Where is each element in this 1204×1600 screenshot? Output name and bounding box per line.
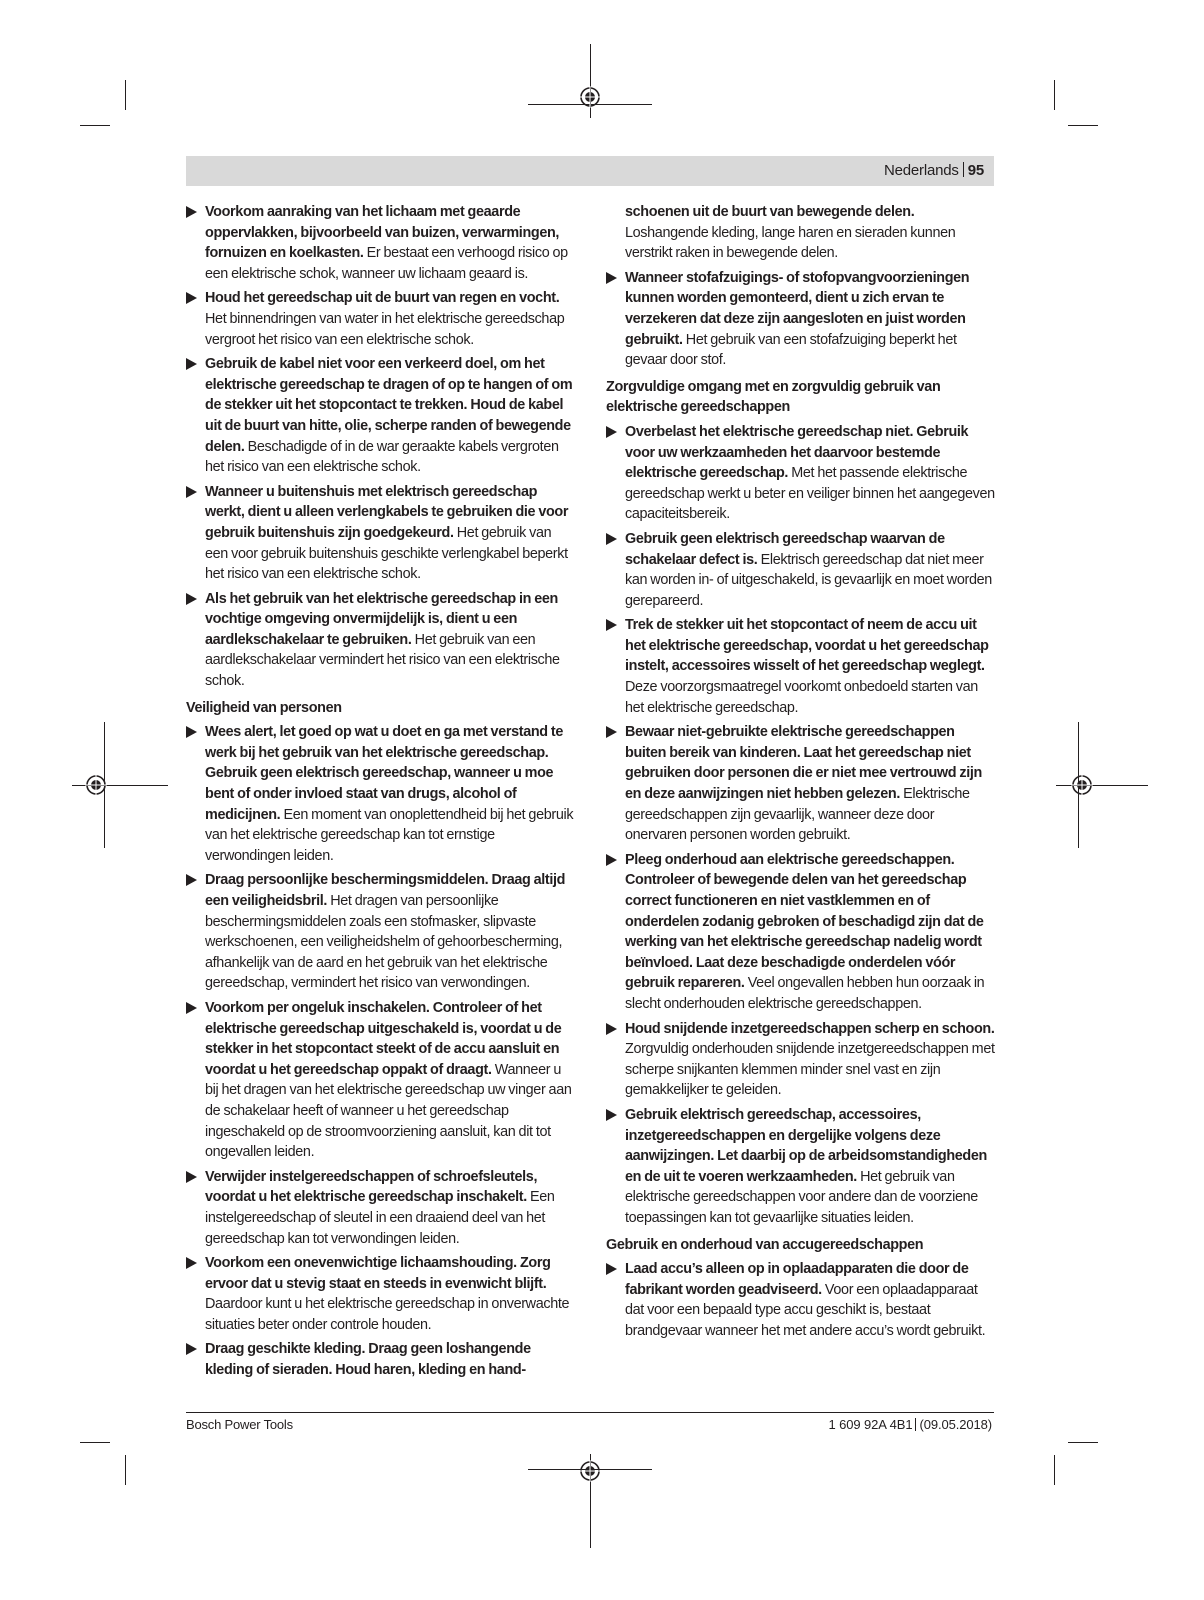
- safety-list-battery: [606, 1259, 996, 1341]
- bullet-triangle-icon: [606, 272, 617, 284]
- item-normal-text: Daardoor kunt u het elektrische gereedschap in onverwachte situaties beter onder controle houden.: [205, 1296, 570, 1333]
- bullet-triangle-icon: [186, 1171, 197, 1183]
- list-item: [606, 268, 996, 371]
- item-normal-text: Deze voorzorgsmaatregel voorkomt onbedoeld starten van het elektrische gereedschap.: [625, 679, 978, 716]
- section-heading-battery: Gebruik en onderhoud van accugereedschappen: [606, 1236, 924, 1253]
- safety-list-tool-care: [606, 422, 996, 1229]
- bullet-triangle-icon: [606, 854, 617, 866]
- header-language: Nederlands: [883, 162, 959, 179]
- footer-rule: [186, 1412, 994, 1413]
- item-bold-text: Gebruik geen elektrisch gereedschap waarvan de schakelaar defect is.: [625, 530, 945, 568]
- list-item: [186, 202, 576, 284]
- list-item: [186, 1339, 576, 1380]
- list-item: [186, 722, 576, 866]
- item-normal-text: Het gebruik van een aardlekschakelaar vermindert het risico van een elektrische schok.: [205, 631, 560, 690]
- item-normal-text: Beschadigde of in de war geraakte kabels vergroten het risico van een elektrische schok.: [205, 438, 559, 476]
- bullet-triangle-icon: [186, 593, 197, 605]
- crop-mark: [80, 1442, 110, 1443]
- footer-brand: Bosch Power Tools: [186, 1417, 293, 1432]
- bullet-triangle-icon: [186, 1002, 197, 1014]
- item-normal-text: Een instelgereedschap of sleutel in een draaiend deel van het gereedschap kan tot verwondingen leiden.: [205, 1189, 555, 1247]
- item-bold-text: Als het gebruik van het elektrische gereedschap in een vochtige omgeving onvermijdelijk is, dient u een aardlekschakelaar te gebruiken.: [205, 590, 558, 648]
- list-item: [606, 1259, 996, 1341]
- item-bold-text: Houd het gereedschap uit de buurt van regen en vocht.: [205, 290, 560, 307]
- section-heading-tool-care: Zorgvuldige omgang met en zorgvuldig gebruik van elektrische gereedschappen: [606, 378, 941, 416]
- left-column: [186, 202, 576, 1385]
- item-bold-text: Wees alert, let goed op wat u doet en ga met verstand te werk bij het gebruik van het elektrische gereedschap. Gebruik geen elektrisch gereedschap, wanneer u moe bent of onder invloed staat van drugs, alcohol of medicijnen.: [205, 724, 563, 823]
- item-normal-text: Het dragen van persoonlijke beschermingsmiddelen zoals een stofmasker, slipvaste werkschoenen, een veiligheidshelm of gehoorbescherming, afhankelijk van de aard en het gebruik van het elektrische gereedschap, vermindert het risico van verwondingen.: [205, 893, 563, 992]
- registration-target-icon: [1071, 774, 1093, 796]
- list-item: [186, 288, 576, 350]
- registration-target-icon: [85, 774, 107, 796]
- item-normal-text: Het gebruik van een stofafzuiging beperkt het gevaar door stof.: [625, 331, 957, 369]
- item-bold-text: Laad accu’s alleen op in oplaadapparaten die door de fabrikant worden geadviseerd.: [625, 1261, 969, 1298]
- page-header: [186, 156, 994, 186]
- list-item: [186, 589, 576, 692]
- bullet-triangle-icon: [606, 1263, 617, 1275]
- footer-date: (09.05.2018): [919, 1417, 992, 1432]
- crop-mark: [125, 80, 126, 110]
- item-normal-text: Het binnendringen van water in het elektrische gereedschap vergroot het risico van een elektrische schok.: [205, 310, 565, 348]
- registration-target-icon: [579, 1460, 601, 1482]
- section-heading-personal-safety: Veiligheid van personen: [186, 699, 342, 716]
- item-bold-text: Draag geschikte kleding. Draag geen loshangende kleding of sieraden. Houd haren, kleding en hand-: [205, 1341, 531, 1379]
- bullet-triangle-icon: [186, 874, 197, 886]
- list-item: [606, 1019, 996, 1101]
- bullet-triangle-icon: [186, 292, 197, 304]
- bullet-triangle-icon: [186, 726, 197, 738]
- bullet-triangle-icon: [606, 1109, 617, 1121]
- crop-mark: [1068, 1442, 1098, 1443]
- bullet-triangle-icon: [606, 619, 617, 631]
- item-bold-text: Draag persoonlijke beschermingsmiddelen. Draag altijd een veiligheidsbril.: [205, 872, 566, 909]
- registration-line: [1056, 785, 1148, 786]
- list-item: [186, 1167, 576, 1249]
- list-item: [606, 615, 996, 718]
- bullet-triangle-icon: [186, 206, 197, 218]
- item-bold-text: Overbelast het elektrische gereedschap niet. Gebruik voor uw werkzaamheden het daarvoor bestemde elektrische gereedschap.: [625, 423, 969, 482]
- bullet-triangle-icon: [606, 426, 617, 438]
- header-separator: [963, 162, 964, 177]
- list-item: [606, 722, 996, 846]
- bullet-triangle-icon: [606, 726, 617, 738]
- header-text: [884, 162, 984, 179]
- item-normal-text: Het gebruik van een voor gebruik buitenshuis geschikte verlengkabel beperkt het risico van een elektrische schok.: [205, 524, 568, 583]
- crop-mark: [1054, 1455, 1055, 1485]
- item-bold-text: Verwijder instelgereedschappen of schroefsleutels, voordat u het elektrische gereedschap inschakelt.: [205, 1168, 538, 1206]
- footer-separator: [915, 1418, 916, 1431]
- safety-list-dust: [606, 268, 996, 371]
- bullet-triangle-icon: [186, 358, 197, 370]
- bullet-triangle-icon: [606, 533, 617, 545]
- item-normal-text: Elektrisch gereedschap dat niet meer kan worden in- of uitgeschakeld, is gevaarlijk en moet worden gerepareerd.: [625, 551, 992, 609]
- list-item: [606, 1105, 996, 1229]
- list-item: [186, 482, 576, 585]
- item-bold-text: Voorkom een onevenwichtige lichaamshouding. Zorg ervoor dat u stevig staat en steeds in evenwicht blijft.: [205, 1255, 551, 1292]
- bullet-triangle-icon: [186, 1257, 197, 1269]
- item-normal-text: Met het passende elektrische gereedschap werkt u beter en veiliger binnen het aangegeven capaciteitsbereik.: [625, 465, 995, 523]
- page-number: 95: [967, 162, 984, 179]
- safety-list-personal: [186, 722, 576, 1380]
- item-bold-text: Houd snijdende inzetgereedschappen scherp en schoon.: [625, 1020, 995, 1037]
- safety-list-electrical: [186, 202, 576, 692]
- item-bold-text: Voorkom aanraking van het lichaam met geaarde oppervlakken, bijvoorbeeld van buizen, verwarmingen, fornuizen en koelkasten.: [205, 204, 560, 262]
- item-bold-text: Wanneer u buitenshuis met elektrisch gereedschap werkt, dient u alleen verlengkabels te gebruiken die voor gebruik buitenshuis zijn goedgekeurd.: [205, 483, 569, 541]
- footer-doc-info: [828, 1417, 992, 1432]
- list-item: [186, 998, 576, 1163]
- list-item: [606, 529, 996, 611]
- item-normal-text: Loshangende kleding, lange haren en sieraden kunnen verstrikt raken in bewegende delen.: [625, 224, 956, 262]
- item-normal-text: Het gebruik van elektrische gereedschappen voor andere dan de voorziene toepassingen kan tot gevaarlijke situaties leiden.: [625, 1168, 978, 1226]
- item-normal-text: Een moment van onoplettendheid bij het gebruik van het elektrische gereedschap kan tot ernstige verwondingen leiden.: [205, 806, 574, 864]
- item-bold-text: Bewaar niet-gebruikte elektrische gereedschappen buiten bereik van kinderen. Laat het gereedschap niet gebruiken door personen die er niet mee vertrouwd zijn en deze aanwijzingen niet hebben gelezen.: [625, 724, 982, 803]
- list-item: [186, 870, 576, 994]
- item-normal-text: Elektrische gereedschappen zijn gevaarlijk, wanneer deze door onervaren personen worden gebruikt.: [625, 786, 970, 844]
- bullet-triangle-icon: [186, 486, 197, 498]
- item-bold-text: Wanneer stofafzuigings- of stofopvangvoorzieningen kunnen worden gemonteerd, dient u zich ervan te verzekeren dat deze zijn aangesloten en juist worden gebruikt.: [625, 269, 970, 348]
- list-item: [606, 850, 996, 1015]
- footer-doc-number: 1 609 92A 4B1: [828, 1417, 913, 1432]
- crop-mark: [125, 1455, 126, 1485]
- item-bold-text: Trek de stekker uit het stopcontact of neem de accu uit het elektrische gereedschap, voordat u het gereedschap instelt, accessoires wisselt of het gereedschap weglegt.: [625, 617, 989, 675]
- item-normal-text: Veel ongevallen hebben hun oorzaak in slecht onderhouden elektrische gereedschappen.: [625, 975, 985, 1012]
- item-normal-text: Wanneer u bij het dragen van het elektrische gereedschap uw vinger aan de schakelaar heeft of wanneer u het gereedschap ingeschakeld op de stroomvoorziening aansluit, kan dit tot ongevallen leiden.: [205, 1061, 572, 1161]
- item-normal-text: Er bestaat een verhoogd risico op een elektrische schok, wanneer uw lichaam geaard is.: [205, 245, 568, 282]
- item-bold-text: Pleeg onderhoud aan elektrische gereedschappen. Controleer of bewegende delen van het gereedschap correct functioneren en niet vastklemmen en of onderdelen zodanig gebroken of beschadigd zijn dat de werking van het elektrische gereedschap nadelig wordt beïnvloed. Laat deze beschadigde onderdelen vóór gebruik repareren.: [625, 851, 984, 992]
- item-bold-text: Voorkom per ongeluk inschakelen. Controleer of het elektrische gereedschap uitgeschakeld is, voordat u de stekker in het stopcontact steekt of de accu aansluit en voordat u het gereedschap oppakt of draagt.: [205, 999, 562, 1078]
- item-bold-text: schoenen uit de buurt van bewegende delen.: [625, 204, 915, 220]
- list-item-continuation: [606, 202, 996, 264]
- list-item: [606, 422, 996, 525]
- item-normal-text: Zorgvuldig onderhouden snijdende inzetgereedschappen met scherpe snijkanten klemmen minder snel vast en zijn gemakkelijker te geleiden.: [625, 1041, 995, 1099]
- crop-mark: [1068, 125, 1098, 126]
- item-normal-text: Voor een oplaadapparaat dat voor een bepaald type accu geschikt is, bestaat brandgevaar wanneer het met andere accu’s wordt gebruikt.: [625, 1281, 986, 1339]
- item-bold-text: Gebruik elektrisch gereedschap, accessoires, inzetgereedschappen en dergelijke volgens deze aanwijzingen. Let daarbij op de arbeidsomstandigheden en de uit te voeren werkzaamheden.: [625, 1106, 987, 1185]
- bullet-triangle-icon: [606, 1023, 617, 1035]
- registration-target-icon: [579, 86, 601, 108]
- list-item: [186, 354, 576, 478]
- crop-mark: [80, 125, 110, 126]
- crop-mark: [1054, 80, 1055, 110]
- right-column: [606, 202, 996, 1345]
- bullet-triangle-icon: [186, 1343, 197, 1355]
- item-bold-text: Gebruik de kabel niet voor een verkeerd doel, om het elektrische gereedschap te dragen of op te hangen of om de stekker uit het stopcontact te trekken. Houd de kabel uit de buurt van hitte, olie, scherpe randen of bewegende delen.: [205, 356, 573, 455]
- list-item: [186, 1253, 576, 1335]
